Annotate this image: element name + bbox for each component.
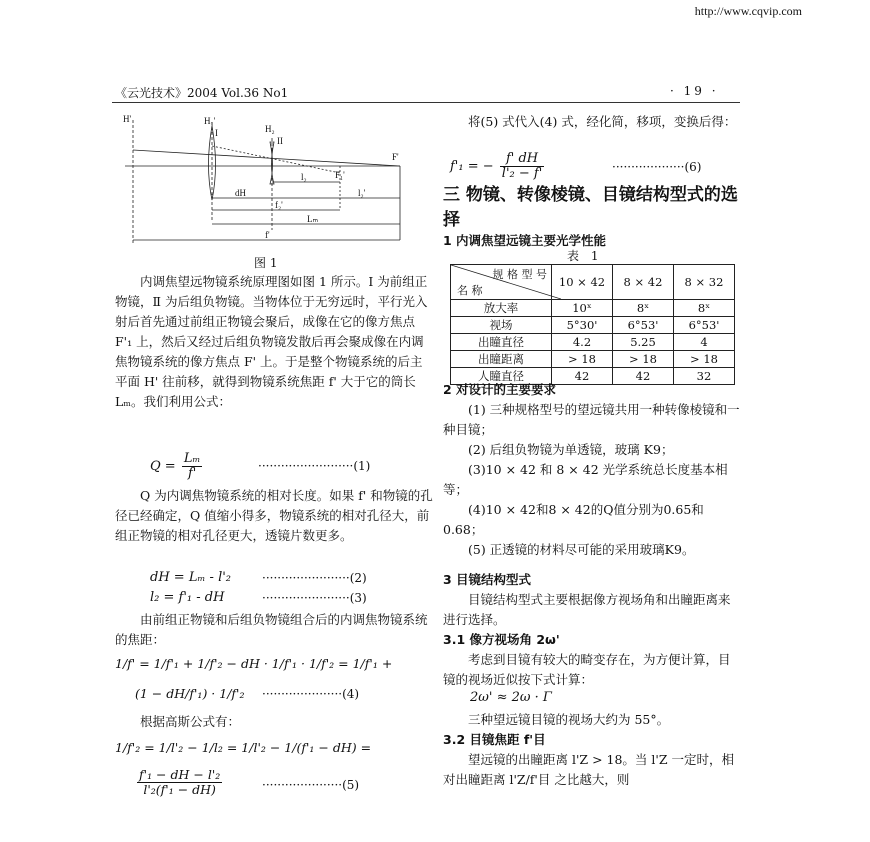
eq6-lhs: f'₁ = −	[450, 159, 494, 174]
label-f-prime-total: f'	[265, 230, 270, 240]
section-heading-3: 三 物镜、转像棱镜、目镜结构型式的选择	[443, 185, 738, 230]
paragraph: 由前组正物镜和后组负物镜组合后的内调焦物镜系统的焦距：	[115, 612, 428, 647]
left-para-1	[115, 272, 433, 412]
eq1-lhs: Q =	[150, 459, 176, 474]
equation-7: 2ω' ≈ 2ω · Γ	[470, 690, 552, 705]
table-row-name: 出瞳距离	[451, 351, 552, 368]
requirement-item: (1) 三种规格型号的望远镜共用一种转像棱镜和一种目镜；	[443, 402, 740, 437]
right-para-s31	[443, 650, 740, 690]
eq6-denominator: l'₂ − f'	[501, 166, 543, 181]
spec-table	[450, 264, 735, 385]
table-row-name: 放大率	[451, 300, 552, 317]
label-f1-prime: F₁'	[335, 170, 345, 180]
equation-2: dH = Lₘ - l'₂	[150, 570, 232, 585]
table-cell: > 18	[552, 351, 613, 368]
equation-1	[150, 452, 204, 481]
table-cell: 5.25	[613, 334, 674, 351]
journal-header: 《云光技术》2004 Vol.36 No1	[115, 86, 289, 100]
eq6-number: ···················(6)	[612, 160, 702, 174]
equation-5a: 1/f'₂ = 1/l'₂ − 1/l₂ = 1/l'₂ − 1/(f'₁ − dH) =	[115, 740, 372, 755]
page-number: · 19 ·	[670, 84, 719, 98]
optical-diagram	[115, 112, 415, 252]
label-f-prime: F'	[392, 152, 399, 162]
label-lm: Lₘ	[307, 214, 319, 224]
requirement-item: (4)10 × 42和8 × 42的Q值分别为0.65和 0.68；	[443, 502, 704, 537]
eq5-numerator: f'₁ − dH − l'₂	[139, 767, 221, 782]
table-cell: 10ˣ	[552, 300, 613, 317]
table-col-header: 10 × 42	[552, 265, 613, 300]
label-h-prime: H'	[123, 114, 132, 124]
source-url: http://www.cqvip.com	[694, 4, 802, 18]
requirements-list	[443, 400, 740, 560]
paragraph: 根据高斯公式有：	[140, 714, 241, 729]
table-cell: 42	[613, 368, 674, 385]
left-para-3	[115, 610, 433, 650]
label-h1-prime: H₁'	[204, 116, 216, 126]
paragraph: 目镜结构型式主要根据像方视场角和出瞳距离来进行选择。	[443, 592, 731, 627]
equation-3: l₂ = f'₁ - dH	[150, 590, 225, 605]
label-lens-2: II	[277, 136, 283, 146]
eq1-numerator: Lₘ	[183, 451, 201, 466]
eq1-number: ·························(1)	[258, 459, 371, 473]
table-row	[451, 317, 735, 334]
table-cell: 4	[674, 334, 735, 351]
subsection-3-1: 3.1 像方视场角 2ω'	[443, 632, 560, 647]
label-l2: l₂	[301, 172, 307, 182]
table-row-name: 出瞳直径	[451, 334, 552, 351]
label-h2: H₂	[265, 124, 275, 134]
table-cell: 4.2	[552, 334, 613, 351]
left-para-4	[115, 712, 433, 732]
right-para-s32	[443, 750, 740, 790]
table-row-name: 视场	[451, 317, 552, 334]
table-col-header: 8 × 32	[674, 265, 735, 300]
table-cell: 8ˣ	[674, 300, 735, 317]
right-para-s31b	[443, 710, 740, 730]
subsection-3-2: 3.2 目镜焦距 f'目	[443, 732, 546, 747]
paragraph: 三种望远镜目镜的视场大约为 55°。	[468, 712, 670, 727]
table-row-name: 人瞳直径	[451, 368, 552, 385]
header-rule	[112, 102, 740, 103]
label-dh: dH	[235, 188, 246, 198]
requirement-item: (2) 后组负物镜为单透镜，玻璃 K9；	[468, 442, 674, 457]
paragraph: Q 为内调焦物镜系统的相对长度。如果 f' 和物镜的孔径已经确定，Q 值缩小得多，物镜系统的相对孔径大，前组正物镜的相对孔径更大，透镜片数更多。	[115, 488, 433, 543]
equation-4a: 1/f' = 1/f'₁ + 1/f'₂ − dH · 1/f'₁ · 1/f'₂ = 1/f'₁ +	[115, 656, 393, 671]
subsection-3: 3 目镜结构型式	[443, 572, 532, 587]
table-col-header: 8 × 42	[613, 265, 674, 300]
table-header-row	[451, 265, 735, 300]
table-corner-cell	[451, 265, 552, 300]
eq6-fraction	[500, 152, 545, 181]
corner-top-label: 规 格 型 号	[492, 268, 547, 281]
eq3-number: ·······················(3)	[262, 591, 367, 605]
table-cell: 5°30'	[552, 317, 613, 334]
eq1-fraction	[182, 452, 203, 481]
table-cell: 6°53'	[613, 317, 674, 334]
label-lens-1: I	[215, 128, 218, 138]
eq5-denominator: l'₂(f'₁ − dH)	[143, 782, 216, 797]
table-title: 表 1	[567, 249, 603, 263]
right-para-s3	[443, 590, 740, 630]
eq1-denominator: f'	[187, 466, 197, 481]
table-row	[451, 351, 735, 368]
eq4-number: ·····················(4)	[262, 687, 360, 701]
figure-1	[115, 112, 415, 252]
equation-4b: (1 − dH/f'₁) · 1/f'₂	[135, 686, 245, 701]
table-cell: > 18	[613, 351, 674, 368]
eq6-numerator: f' dH	[500, 152, 545, 167]
paragraph: 内调焦望远物镜系统原理图如图 1 所示。Ⅰ 为前组正物镜，Ⅱ 为后组负物镜。当物体位于无穷远时，平行光入射后首先通过前组正物镜会聚后，成像在它的像方焦点 F'₁ 上，然后又经过后组负物镜发散后再会聚成像在内调焦物镜系统的像方焦点 F' 上。于是整个物镜系统的后主平面 H' 往前移，就得到物镜系统焦距 f' 大于它的筒长 Lₘ。我们利用公式：	[115, 274, 428, 409]
table-row	[451, 300, 735, 317]
table-cell: 42	[552, 368, 613, 385]
table-cell: 32	[674, 368, 735, 385]
equation-6	[450, 152, 546, 181]
table-cell: 6°53'	[674, 317, 735, 334]
requirement-item: (3)10 × 42 和 8 × 42 光学系统总长度基本相等；	[443, 462, 728, 497]
equation-5b	[135, 768, 224, 797]
eq5-fraction	[137, 768, 222, 797]
subsection-2: 2 对设计的主要要求	[443, 382, 557, 397]
table-cell: 8ˣ	[613, 300, 674, 317]
subsection-1: 1 内调焦望远镜主要光学性能	[443, 233, 607, 248]
label-f2-prime: f₂'	[275, 200, 283, 210]
corner-bottom-label: 名 称	[457, 284, 483, 297]
right-para-1	[443, 112, 740, 132]
figure-caption: 图 1	[254, 256, 278, 270]
paragraph: 考虑到目镜有较大的畸变存在，为方便计算，目镜的视场近似按下式计算：	[443, 652, 731, 687]
label-l2-prime: l₂'	[358, 188, 366, 198]
eq5-number: ·····················(5)	[262, 778, 360, 792]
requirement-item: (5) 正透镜的材料尽可能的采用玻璃K9。	[468, 542, 695, 557]
paragraph: 将(5) 式代入(4) 式，经化简，移项，变换后得：	[468, 114, 737, 129]
paragraph: 望远镜的出瞳距离 l'Z > 18。当 l'Z 一定时，相对出瞳距离 l'Z/f'目 之比越大，则	[443, 752, 734, 787]
table-row	[451, 334, 735, 351]
eq2-number: ·······················(2)	[262, 571, 367, 585]
table-cell: > 18	[674, 351, 735, 368]
left-para-2	[115, 486, 433, 546]
